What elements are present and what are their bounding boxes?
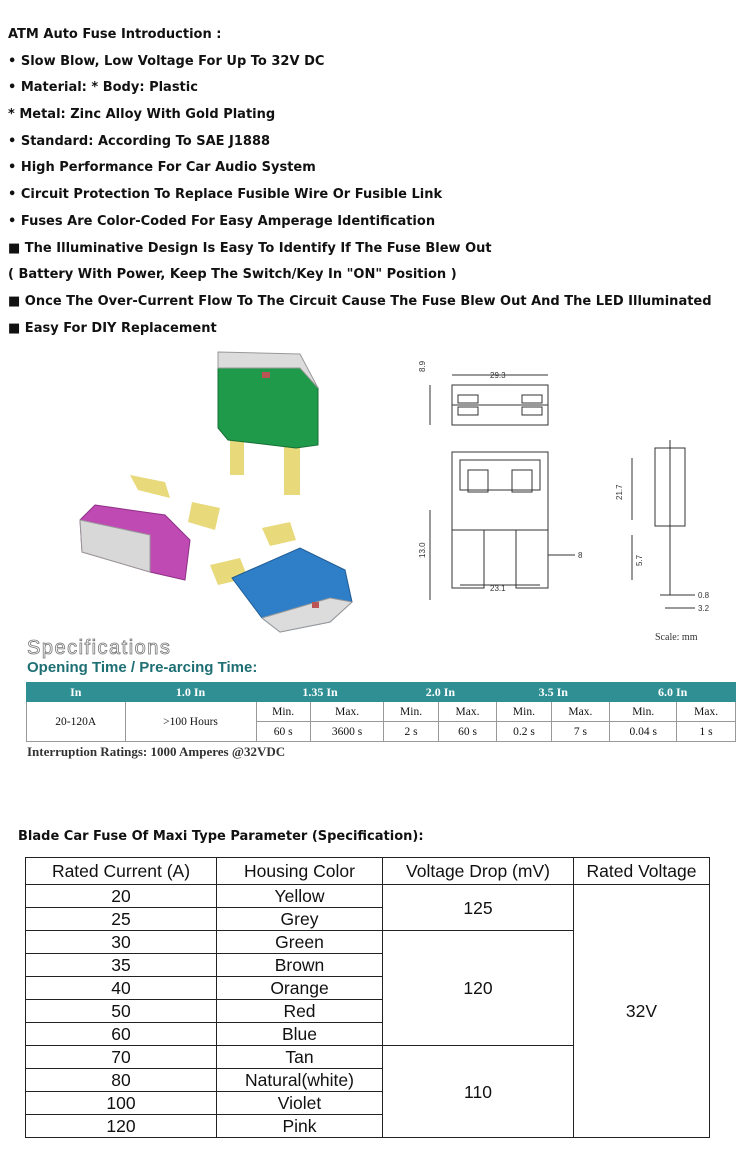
dim-blade-gap: 8 [578,551,583,560]
timing-in-value: 20-120A [27,702,126,742]
intro-line: ( Battery With Power, Keep The Switch/Key In "ON" Position ) [8,267,457,283]
rated-current: 35 [26,954,217,977]
rated-current: 25 [26,908,217,931]
housing-color: Violet [217,1092,383,1115]
timing-minmax: Min. [384,702,438,722]
timing-minmax: Max. [551,702,610,722]
rated-current: 100 [26,1092,217,1115]
timing-header: In [27,683,126,702]
housing-color: Grey [217,908,383,931]
interruption-ratings: Interruption Ratings: 1000 Amperes @32VDC [27,744,286,759]
timing-value: 7 s [551,722,610,742]
housing-color: Natural(white) [217,1069,383,1092]
timing-header: 2.0 In [384,683,497,702]
timing-minmax: Min. [256,702,310,722]
intro-line: • Circuit Protection To Replace Fusible Wire Or Fusible Link [8,187,443,203]
intro-line: • Standard: According To SAE J1888 [8,133,271,149]
timing-minmax: Max. [677,702,736,722]
intro-line: • Slow Blow, Low Voltage For Up To 32V DC [8,53,325,69]
timing-hours: >100 Hours [125,702,256,742]
fuse-illustration [0,340,750,640]
timing-minmax: Max. [438,702,497,722]
rated-current: 20 [26,885,217,908]
dim-body-height: 21.7 [615,484,624,500]
housing-color: Red [217,1000,383,1023]
timing-minmax: Min. [497,702,551,722]
dim-blade-len: 5.7 [635,554,644,566]
timing-header: 1.35 In [256,683,384,702]
dim-thick-1: 0.8 [698,591,710,600]
timing-value: 1 s [677,722,736,742]
intro-line: ■ Easy For DIY Replacement [8,320,217,336]
voltage-drop: 125 [383,885,574,931]
voltage-drop: 110 [383,1046,574,1138]
param-header: Voltage Drop (mV) [383,858,574,885]
intro-line: * Metal: Zinc Alloy With Gold Plating [8,107,276,123]
timing-value: 60 s [256,722,310,742]
fuse-figure [0,340,750,640]
rated-current: 80 [26,1069,217,1092]
housing-color: Green [217,931,383,954]
timing-header: 1.0 In [125,683,256,702]
dim-thick-2: 3.2 [698,604,710,613]
rated-current: 30 [26,931,217,954]
housing-color: Orange [217,977,383,1000]
param-table [25,857,710,1138]
dim-width-top: 29.3 [490,371,506,380]
housing-color: Yellow [217,885,383,908]
scale-label: Scale: mm [655,632,698,640]
timing-value: 3600 s [310,722,384,742]
rated-voltage: 32V [574,885,710,1138]
timing-header-row [27,683,736,702]
timing-value: 0.04 s [610,722,677,742]
blue-fuse-image [210,522,352,632]
housing-color: Tan [217,1046,383,1069]
timing-header: 6.0 In [610,683,736,702]
intro-line: • High Performance For Car Audio System [8,160,316,176]
opening-time-table [26,682,736,742]
intro-line: • Fuses Are Color-Coded For Easy Amperage Identification [8,213,436,229]
intro-line: ■ Once The Over-Current Flow To The Circuit Cause The Fuse Blew Out And The LED Illuminated [8,293,712,309]
param-title: Blade Car Fuse Of Maxi Type Parameter (Specification): [18,829,424,844]
timing-minmax: Min. [610,702,677,722]
dim-blade-height: 13.0 [418,542,427,558]
param-header: Housing Color [217,858,383,885]
housing-color: Brown [217,954,383,977]
intro-line: ATM Auto Fuse Introduction : [8,27,222,42]
timing-header: 3.5 In [497,683,610,702]
specifications-title: Specifications [27,637,172,659]
rated-current: 60 [26,1023,217,1046]
intro-line: • Material: * Body: Plastic [8,80,198,96]
timing-value: 0.2 s [497,722,551,742]
dimension-drawing [430,375,695,608]
opening-time-title: Opening Time / Pre-arcing Time: [27,659,258,676]
timing-row [27,702,736,722]
rated-current: 50 [26,1000,217,1023]
housing-color: Blue [217,1023,383,1046]
intro-line: ■ The Illuminative Design Is Easy To Identify If The Fuse Blew Out [8,240,492,256]
param-header: Rated Voltage [574,858,710,885]
rated-current: 40 [26,977,217,1000]
rated-current: 70 [26,1046,217,1069]
timing-value: 2 s [384,722,438,742]
magenta-fuse-image [80,475,220,580]
dim-blade-width: 23.1 [490,584,506,593]
timing-minmax: Max. [310,702,384,722]
dim-height-top: 8.9 [418,360,427,372]
param-header-row [26,858,710,885]
intro-section [8,26,712,346]
housing-color: Pink [217,1115,383,1138]
timing-value: 60 s [438,722,497,742]
rated-current: 120 [26,1115,217,1138]
param-header: Rated Current (A) [26,858,217,885]
voltage-drop: 120 [383,931,574,1046]
table-row [26,885,710,908]
